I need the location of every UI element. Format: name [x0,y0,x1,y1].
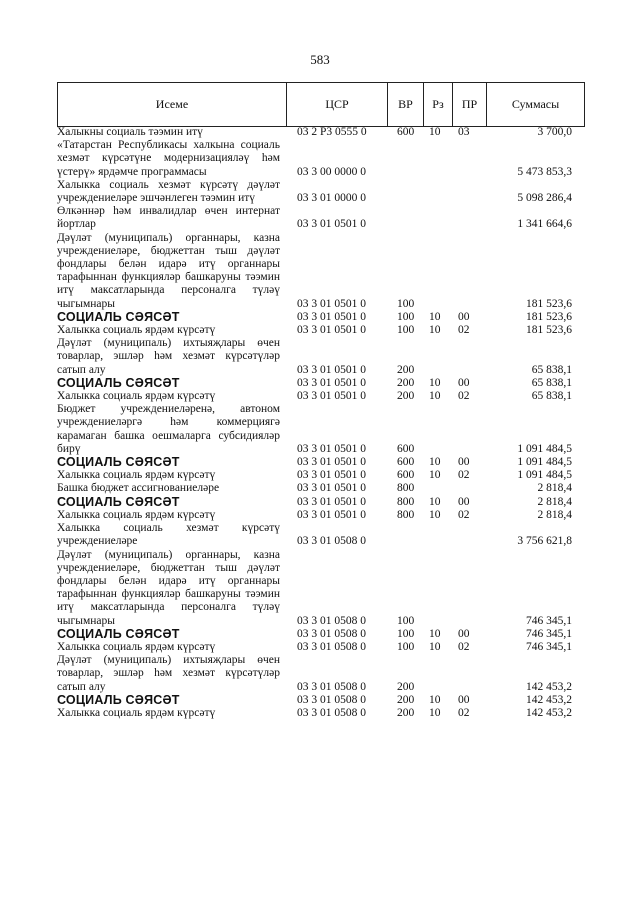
row-csr: 03 3 01 0501 0 [297,390,366,403]
row-name: Халыкка социаль хезмәт күрсәтү учреждениеләре [57,522,280,548]
table-row [57,377,584,390]
row-sum: 746 345,1 [526,640,572,653]
row-csr: 03 3 01 0508 0 [297,614,366,627]
row-rz: 10 [429,324,441,337]
row-sum: 1 091 484,5 [517,442,572,455]
table-body [57,126,584,720]
row-sum: 1 091 484,5 [517,456,572,469]
row-sum: 2 818,4 [537,495,572,508]
row-pr: 02 [458,324,470,337]
table-row [57,694,584,707]
row-csr: 03 3 01 0501 0 [297,495,366,508]
row-vr: 200 [397,693,415,706]
row-vr: 200 [397,376,415,389]
row-name: Халыкка социаль хезмәт күрсәтү дәүләт учреждениеләре эшчәнлеген тәэмин итү [57,178,280,205]
row-vr: 200 [397,680,415,693]
row-pr: 00 [458,495,470,508]
row-csr: 03 3 01 0508 0 [297,640,366,653]
row-vr: 600 [397,469,415,482]
row-csr: 03 3 01 0508 0 [297,693,366,706]
row-rz: 10 [429,469,441,482]
row-rz: 10 [429,390,441,403]
header-name: Исеме [58,83,287,127]
row-sum: 1 341 664,6 [517,218,572,231]
row-vr: 100 [397,324,415,337]
row-name: Халыкка социаль ярдәм күрсәтү [57,469,216,482]
row-csr: 03 3 01 0501 0 [297,363,366,376]
table-row [57,509,584,522]
row-name: Халыкка социаль ярдәм күрсәтү [57,324,216,337]
row-rz: 10 [429,126,441,138]
row-vr: 800 [397,482,415,495]
row-csr: 03 3 01 0501 0 [297,456,366,469]
row-name: Дәүләт (муниципаль) органнары, казна учреждениеләре, бюджеттан тыш дәүләт фондлары белән идарә итү органнары тарафыннан функцияләр башкаруны тәэмин итү максатларында персоналга түләү чыгымнары [57,548,280,627]
row-sum: 5 473 853,3 [517,165,572,178]
row-csr: 03 3 01 0501 0 [297,442,366,455]
row-csr: 03 3 01 0508 0 [297,706,366,719]
row-csr: 03 3 01 0501 0 [297,324,366,337]
table-row [57,482,584,495]
row-sum: 65 838,1 [531,376,572,389]
header-pr: ПР [453,83,487,127]
row-name: СОЦИАЛЬ СӘЯСӘТ [57,626,180,641]
row-sum: 65 838,1 [531,390,572,403]
row-pr: 00 [458,693,470,706]
row-rz: 10 [429,495,441,508]
row-vr: 600 [397,442,415,455]
table-row [57,139,584,179]
row-sum: 181 523,6 [526,297,572,310]
table-row [57,311,584,324]
table-row [57,469,584,482]
row-csr: 03 3 01 0508 0 [297,680,366,693]
row-sum: 65 838,1 [531,363,572,376]
row-csr: 03 3 01 0501 0 [297,469,366,482]
row-vr: 200 [397,363,415,376]
row-pr: 02 [458,640,470,653]
row-sum: 142 453,2 [526,693,572,706]
row-vr: 100 [397,310,415,323]
row-vr: 100 [397,297,415,310]
row-name: Бюджет учреждениеләренә, автоном учреждениеләргә һәм коммерциягә карамаган башка оешмаларга субсидияләр бирү [57,403,280,455]
row-csr: 03 3 01 0501 0 [297,310,366,323]
page-number: 583 [310,52,330,67]
row-vr: 200 [397,390,415,403]
row-pr: 00 [458,627,470,640]
header-sum: Суммасы [487,83,585,127]
row-rz: 10 [429,376,441,389]
row-csr: 03 3 00 0000 0 [297,165,366,178]
table-row [57,707,584,720]
row-csr: 03 3 01 0508 0 [297,535,366,548]
row-pr: 02 [458,469,470,482]
row-pr: 00 [458,376,470,389]
row-rz: 10 [429,508,441,521]
row-csr: 03 3 01 0508 0 [297,627,366,640]
row-sum: 142 453,2 [526,680,572,693]
row-name: СОЦИАЛЬ СӘЯСӘТ [57,455,180,470]
table-row [57,641,584,654]
row-vr: 800 [397,508,415,521]
row-vr: 800 [397,495,415,508]
row-name: Халыкка социаль ярдәм күрсәтү [57,640,216,653]
row-vr: 100 [397,614,415,627]
row-name: Халыкны социаль тәэмин итү [57,126,203,138]
row-rz: 10 [429,706,441,719]
row-rz: 10 [429,693,441,706]
table-row [57,337,584,377]
table-row [57,456,584,469]
row-pr: 02 [458,390,470,403]
table-row [57,205,584,231]
table-row [57,628,584,641]
row-sum: 2 818,4 [537,482,572,495]
table-row [57,179,584,205]
row-sum: 181 523,6 [526,310,572,323]
header-vr: ВР [388,83,424,127]
table-row [57,403,584,456]
header-rz: Рз [424,83,453,127]
row-name: Өлкәннәр һәм инвалидлар өчен интернат йортлар [57,205,280,231]
table-header [57,82,585,127]
header-csr: ЦСР [287,83,388,127]
row-sum: 3 756 621,8 [517,535,572,548]
table-row [57,522,584,548]
table-row [57,390,584,403]
table-row [57,654,584,694]
row-csr: 03 3 01 0501 0 [297,297,366,310]
table-row [57,324,584,337]
row-pr: 02 [458,508,470,521]
row-name: СОЦИАЛЬ СӘЯСӘТ [57,375,180,390]
row-pr: 02 [458,706,470,719]
row-name: СОЦИАЛЬ СӘЯСӘТ [57,494,180,509]
row-name: Халыкка социаль ярдәм күрсәтү [57,508,216,521]
row-sum: 3 700,0 [537,126,572,138]
row-sum: 1 091 484,5 [517,469,572,482]
row-vr: 600 [397,126,415,138]
row-csr: 03 3 01 0501 0 [297,376,366,389]
table-row [57,549,584,628]
table-row [57,126,584,139]
row-name: СОЦИАЛЬ СӘЯСӘТ [57,309,180,324]
row-name: Башка бюджет ассигнованиеләре [57,482,220,495]
row-vr: 100 [397,627,415,640]
row-rz: 10 [429,627,441,640]
row-csr: 03 3 01 0501 0 [297,508,366,521]
row-rz: 10 [429,640,441,653]
row-csr: 03 3 01 0000 0 [297,192,366,205]
row-vr: 200 [397,706,415,719]
row-rz: 10 [429,456,441,469]
row-sum: 5 098 286,4 [517,192,572,205]
row-name: Дәүләт (муниципаль) ихтыяҗлары өчен товарлар, эшләр һәм хезмәт күрсәтүләр сатып алу [57,654,280,693]
row-name: СОЦИАЛЬ СӘЯСӘТ [57,692,180,707]
row-name: «Татарстан Республикасы халкына социаль хезмәт күрсәтүне модернизацияләү һәм үстерү» ярдәмче программасы [57,139,280,178]
row-name: Халыкка социаль ярдәм күрсәтү [57,390,216,403]
row-name: Дәүләт (муниципаль) органнары, казна учреждениеләре, бюджеттан тыш дәүләт фондлары белән идарә итү органнары тарафыннан функцияләр башкаруны тәэмин итү максатларында персоналга түләү чыгымнары [57,231,280,310]
row-pr: 03 [458,126,470,138]
row-vr: 100 [397,640,415,653]
row-pr: 00 [458,456,470,469]
row-sum: 746 345,1 [526,614,572,627]
row-sum: 142 453,2 [526,706,572,719]
row-name: Дәүләт (муниципаль) ихтыяҗлары өчен товарлар, эшләр һәм хезмәт күрсәтүләр сатып алу [57,337,280,376]
row-name: Халыкка социаль ярдәм күрсәтү [57,706,216,719]
row-pr: 00 [458,310,470,323]
row-csr: 03 3 01 0501 0 [297,218,366,231]
row-sum: 181 523,6 [526,324,572,337]
row-csr: 03 2 Р3 0555 0 [297,126,367,138]
table-row [57,232,584,311]
row-rz: 10 [429,310,441,323]
table-row [57,496,584,509]
row-vr: 600 [397,456,415,469]
row-sum: 2 818,4 [537,508,572,521]
row-sum: 746 345,1 [526,627,572,640]
row-csr: 03 3 01 0501 0 [297,482,366,495]
